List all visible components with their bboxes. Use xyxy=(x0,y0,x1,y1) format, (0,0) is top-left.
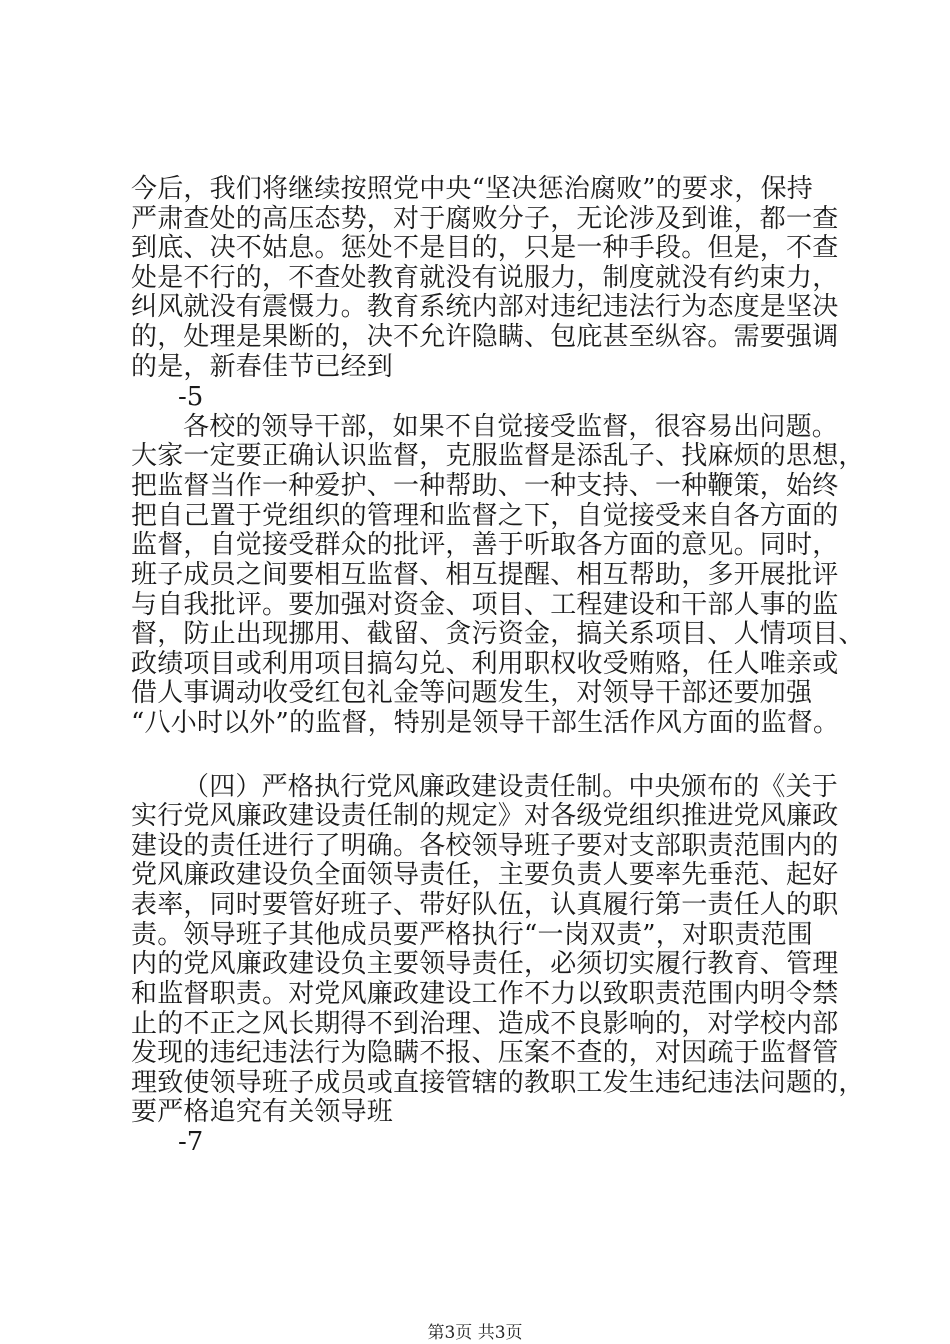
paragraph-line: 内的党风廉政建设负主要领导责任，必须切实履行教育、管理 xyxy=(131,949,839,980)
paragraph-line: 到底、决不姑息。惩处不是目的，只是一种手段。但是，不查 xyxy=(131,233,839,264)
paragraph-line: 班子成员之间要相互监督、相互提醒、相互帮助，多开展批评 xyxy=(131,559,839,590)
paragraph-line: 理致使领导班子成员或直接管辖的教职工发生违纪违法问题的， xyxy=(131,1067,865,1098)
paragraph-line: 与自我批评。要加强对资金、项目、工程建设和干部人事的监 xyxy=(131,589,839,620)
paragraph-line: 止的不正之风长期得不到治理、造成不良影响的，对学校内部 xyxy=(131,1008,839,1039)
paragraph-line: 政绩项目或利用项目搞勾兑、利用职权收受贿赂，任人唯亲或 xyxy=(131,648,839,679)
paragraph-line: 大家一定要正确认识监督，克服监督是添乱子、找麻烦的思想， xyxy=(131,441,865,472)
paragraph-line: 监督，自觉接受群众的批评，善于听取各方面的意见。同时， xyxy=(131,530,839,561)
paragraph-line: “八小时以外”的监督，特别是领导干部生活作风方面的监督。 xyxy=(131,708,840,739)
paragraph-line: 发现的违纪违法行为隐瞒不报、压案不查的，对因疏于监督管 xyxy=(131,1038,839,1069)
paragraph-line: 把自己置于党组织的管理和监督之下，自觉接受来自各方面的 xyxy=(131,500,839,531)
paragraph-line: 各校的领导干部，如果不自觉接受监督，很容易出问题。 xyxy=(183,411,839,442)
paragraph-line: （四）严格执行党风廉政建设责任制。中央颁布的《关于 xyxy=(183,771,839,802)
paragraph-line: 的，处理是果断的，决不允许隐瞒、包庇甚至纵容。需要强调 xyxy=(131,322,839,353)
paragraph-line: 的是，新春佳节已经到 xyxy=(131,351,394,382)
page-marker: -7 xyxy=(178,1127,204,1157)
paragraph-line: 今后，我们将继续按照党中央“坚决惩治腐败”的要求，保持 xyxy=(131,174,813,204)
paragraph-line: 表率，同时要管好班子、带好队伍，认真履行第一责任人的职 xyxy=(131,890,839,921)
paragraph-line: 借人事调动收受红包礼金等问题发生，对领导干部还要加强 xyxy=(131,678,813,709)
paragraph-line: 责。领导班子其他成员要严格执行“一岗双责”，对职责范围 xyxy=(131,919,813,950)
paragraph-line: 纠风就没有震慑力。教育系统内部对违纪违法行为态度是坚决 xyxy=(131,292,839,323)
paragraph-line: 要严格追究有关领导班 xyxy=(131,1097,394,1128)
paragraph-line: 严肃查处的高压态势，对于腐败分子，无论涉及到谁，都一查 xyxy=(131,203,839,234)
paragraph-line: 建设的责任进行了明确。各校领导班子要对支部职责范围内的 xyxy=(131,830,839,861)
paragraph-line: 实行党风廉政建设责任制的规定》对各级党组织推进党风廉政 xyxy=(131,801,839,832)
paragraph-line: 处是不行的，不查处教育就没有说服力，制度就没有约束力， xyxy=(131,262,839,293)
page-marker: -5 xyxy=(178,382,204,413)
paragraph-line: 把监督当作一种爱护、一种帮助、一种支持、一种鞭策，始终 xyxy=(131,471,839,502)
paragraph-line: 党风廉政建设负全面领导责任，主要负责人要率先垂范、起好 xyxy=(131,860,839,891)
page-footer: 第3页 共3页 xyxy=(427,1323,523,1343)
paragraph-line: 和监督职责。对党风廉政建设工作不力以致职责范围内明令禁 xyxy=(131,978,839,1009)
paragraph-line: 督，防止出现挪用、截留、贪污资金，搞关系项目、人情项目、 xyxy=(131,619,865,650)
